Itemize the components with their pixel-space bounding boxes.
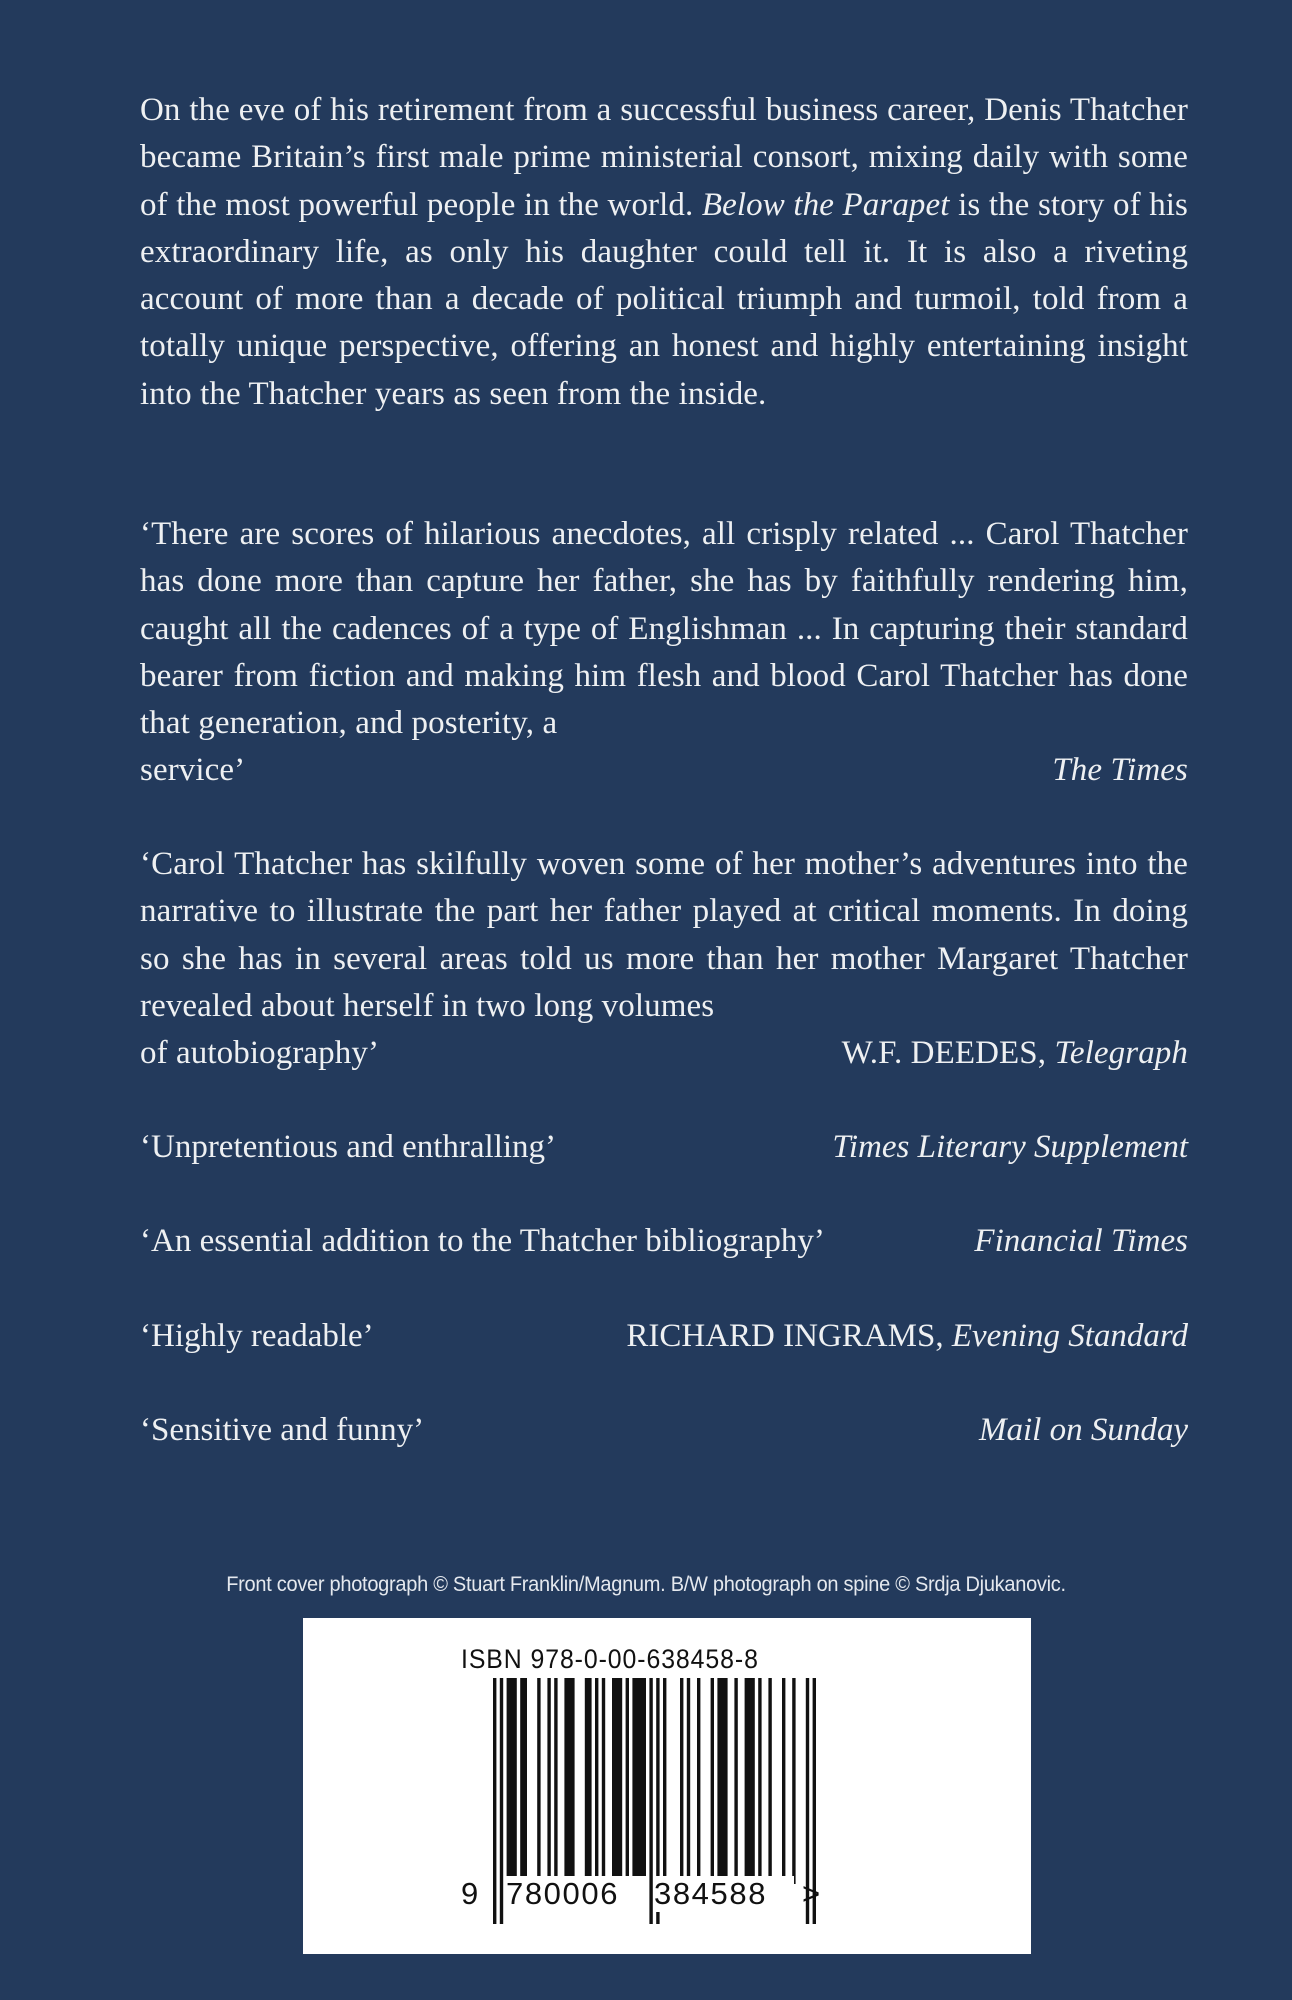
quote-attribution-line xyxy=(140,1030,1188,1077)
barcode-bar xyxy=(564,1678,574,1884)
quote-source: The Times xyxy=(1052,752,1188,789)
short-review-quote xyxy=(140,1313,1188,1360)
barcode-bar xyxy=(612,1678,622,1884)
blurb-paragraph xyxy=(140,87,1188,418)
barcode-panel xyxy=(303,1618,1031,1954)
barcode-bar xyxy=(602,1678,605,1884)
barcode-bar xyxy=(537,1678,540,1884)
short-quote-text: ‘Unpretentious and enthralling’ xyxy=(140,1129,557,1165)
blurb-text-1: On the eve of his retirement from a successful business career, Denis Thatcher became Britain’s first male prime ministerial consort, mixing daily with some of the most powerful people in the world. xyxy=(140,92,1188,223)
barcode-guard-bar xyxy=(493,1678,496,1924)
quote-attribution-line xyxy=(140,747,1188,794)
barcode-first-digit: 9 xyxy=(461,1876,479,1911)
barcode-left-digits: 780006 xyxy=(506,1876,646,1912)
barcode-bar xyxy=(711,1678,714,1884)
barcode-bar xyxy=(520,1678,527,1884)
barcode-bar xyxy=(626,1678,629,1884)
short-quote-attribution xyxy=(974,1218,1188,1265)
short-quote-author: RICHARD INGRAMS, xyxy=(626,1318,952,1354)
short-quote-attribution xyxy=(626,1313,1188,1360)
short-quote-text: ‘Sensitive and funny’ xyxy=(140,1412,425,1448)
barcode-bar xyxy=(745,1678,755,1884)
quote-attribution xyxy=(842,1030,1188,1077)
quote-attribution xyxy=(1052,747,1188,794)
blurb-text-2: is the story of his extraordinary life, as only his daughter could tell it. It is also a riveting account of more than a decade of political triumph and turmoil, told from a totally unique perspective, offering an honest and highly entertaining insight into the Thatcher years as seen from the inside. xyxy=(140,186,1189,412)
barcode-guard-bar xyxy=(500,1678,503,1924)
barcode-bar xyxy=(680,1678,683,1884)
short-quote-attribution xyxy=(979,1407,1188,1454)
short-quote-attribution xyxy=(832,1124,1188,1171)
short-quote-source: Financial Times xyxy=(974,1223,1188,1259)
short-review-quote xyxy=(140,1218,1188,1265)
barcode-quiet-zone-arrow: > xyxy=(802,1876,821,1911)
quote-last-line: service’ xyxy=(140,752,246,789)
short-quote-source: Mail on Sunday xyxy=(979,1412,1188,1448)
short-review-quote xyxy=(140,1407,1188,1454)
barcode-bar xyxy=(507,1678,517,1884)
barcode-bar xyxy=(547,1678,550,1884)
short-quote-source: Evening Standard xyxy=(951,1318,1188,1354)
short-quote-source: Times Literary Supplement xyxy=(832,1129,1188,1165)
barcode-bar xyxy=(595,1678,598,1884)
barcode-bar xyxy=(792,1678,795,1884)
barcode-bar xyxy=(782,1678,785,1884)
quote-source: Telegraph xyxy=(1054,1035,1188,1072)
quote-last-line: of autobiography’ xyxy=(140,1035,380,1072)
barcode-right-digits: 384588 xyxy=(654,1876,794,1912)
barcode-bar xyxy=(663,1678,666,1884)
book-title: Below the Parapet xyxy=(701,186,950,223)
quote-body: ‘Carol Thatcher has skilfully woven some of her mother’s adventures into the narrative to illustrate the part her father played at critical moments. In doing so she has in several areas told us more than her mother Margaret Thatcher revealed about herself in two long volumes xyxy=(140,846,1188,1024)
barcode-guard-bar xyxy=(649,1678,652,1924)
barcode-bar xyxy=(632,1678,646,1884)
barcode-bar xyxy=(717,1678,727,1884)
review-quote-telegraph xyxy=(140,841,1188,1077)
barcode-bar xyxy=(697,1678,700,1884)
barcode-bar xyxy=(554,1678,557,1884)
isbn-label: ISBN 978-0-00-638458-8 xyxy=(461,1644,759,1674)
barcode-bar xyxy=(585,1678,592,1884)
quote-author: W.F. DEEDES, xyxy=(841,1035,1055,1072)
review-quote-times xyxy=(140,511,1188,795)
short-quote-text: ‘Highly readable’ xyxy=(140,1318,374,1354)
short-quote-text: ‘An essential addition to the Thatcher bibliography’ xyxy=(140,1223,825,1259)
barcode-bar xyxy=(768,1678,771,1884)
short-review-quote xyxy=(140,1124,1188,1171)
barcode-bar xyxy=(734,1678,737,1884)
photo-credits: Front cover photograph © Stuart Franklin/Magnum. B/W photograph on spine © Srdja Djukanovic. xyxy=(226,1572,1066,1596)
barcode-bar xyxy=(758,1678,761,1884)
barcode-bar xyxy=(687,1678,690,1884)
quote-body: ‘There are scores of hilarious anecdotes, all crisply related ... Carol Thatcher has done more than capture her father, she has by faithfully rendering him, caught all the cadences of a type of Englishman ... In capturing their standard bearer from fiction and making him flesh and blood Carol Thatcher has done that generation, and posterity, a xyxy=(140,516,1188,742)
